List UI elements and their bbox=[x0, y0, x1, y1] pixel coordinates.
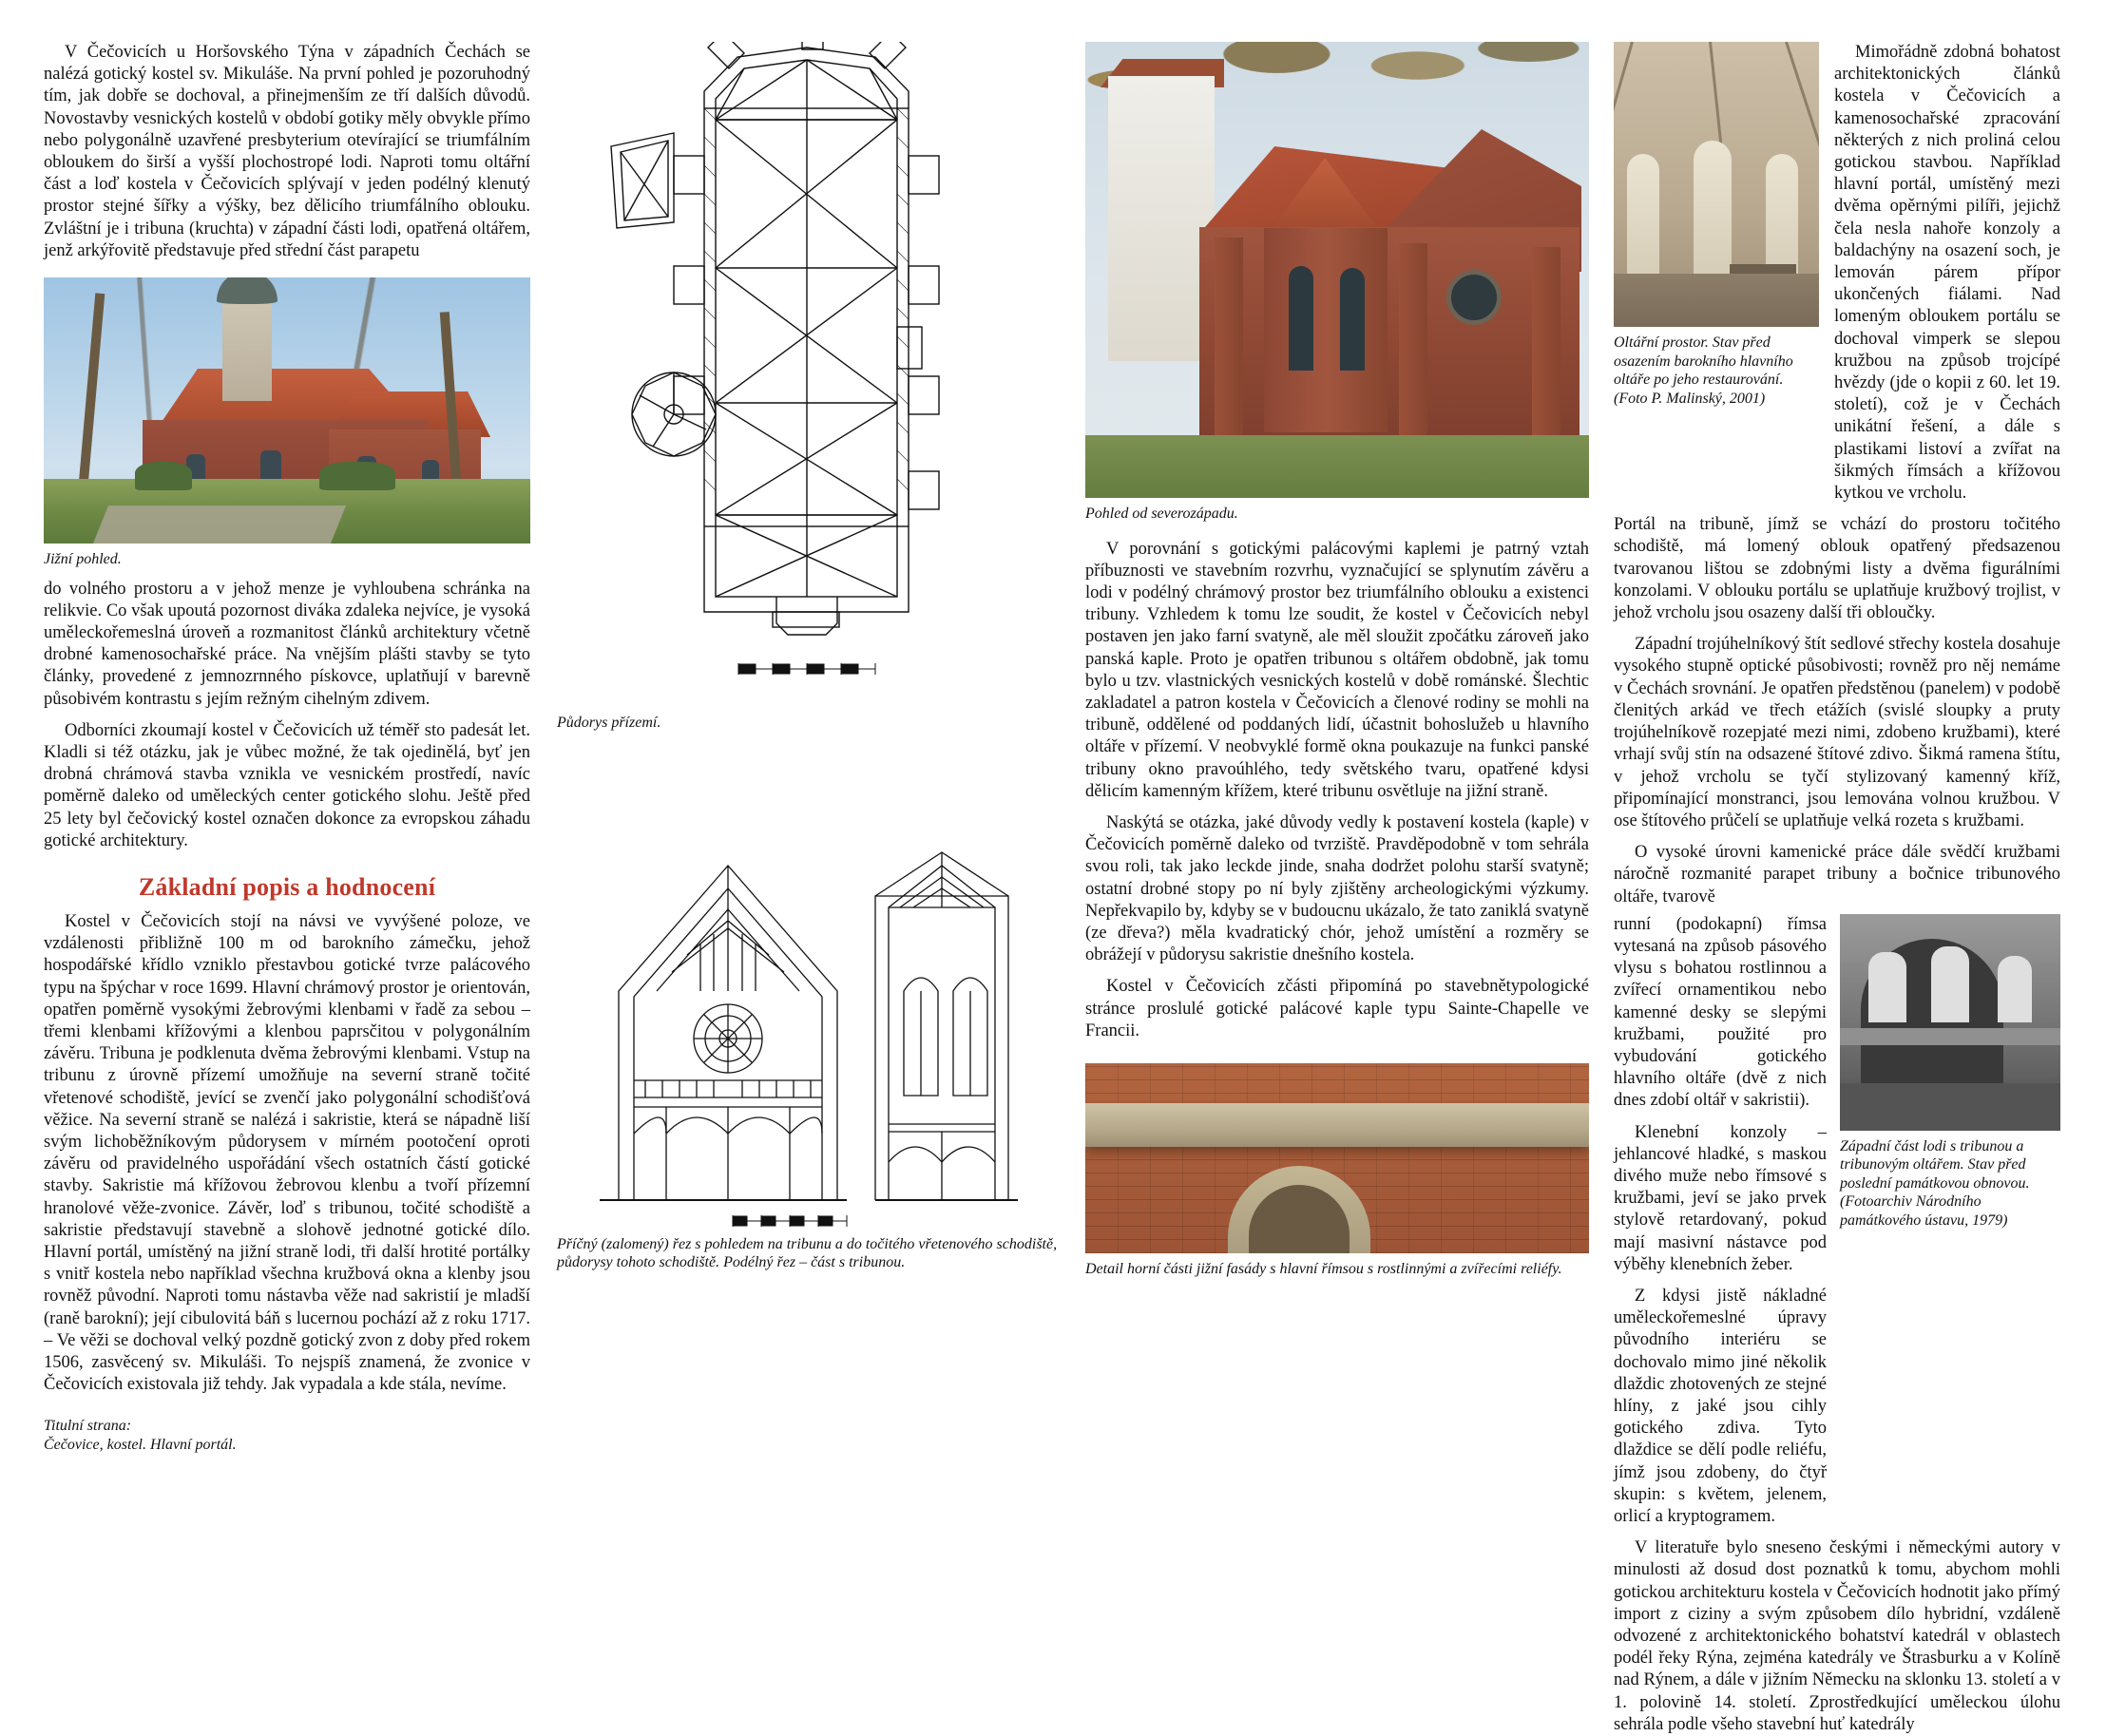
drawing-cross-section bbox=[557, 754, 1061, 1229]
col4-paragraph-5: runní (podokapní) římsa vytesaná na způsob pásového vlysu s bohatou rostlinnou a zvířecí ornamentikou nebo kamenné desky se slepými kružbami, použité pro vybudování gotického hlavního oltáře (dvě z nich dnes zdobí oltář v sakristii). bbox=[1614, 914, 1827, 1111]
window bbox=[1931, 946, 1969, 1022]
ground-plan-svg bbox=[557, 42, 1061, 707]
cross-section-caption: Příčný (zalomený) řez s pohledem na tribunu a do točitého vřetenového schodiště, půdorysy tohoto schodiště. Podélný řez – část s tribunou. bbox=[557, 1235, 1058, 1271]
stone-cornice bbox=[1085, 1103, 1589, 1147]
column-3 bbox=[1085, 42, 1614, 1378]
window bbox=[1627, 154, 1659, 277]
figure-west-tribune bbox=[1840, 914, 2060, 1230]
figure-south-view bbox=[44, 277, 530, 569]
window bbox=[1289, 266, 1313, 371]
imprint-title: Titulní strana: bbox=[44, 1418, 132, 1435]
cross-section-svg bbox=[557, 754, 1061, 1229]
figure-cornice-detail bbox=[1085, 1063, 1589, 1279]
floor bbox=[1840, 1083, 2060, 1131]
church-tower bbox=[222, 296, 272, 401]
col3-paragraph-2: Naskýtá se otázka, jaké důvody vedly k postavení kostela (kaple) v Čečovicích poměrně daleko od tvrziště. Pravděpodobně v tom sehrála svou roli, tak jako leckde jinde, snaha dodržet polohu starší svatyně; ostatní drobné stopy po ní byly zjištěny archeologickými výzkumy. Nepřekvapilo by, kdyby se v budoucnu ukázalo, že tato zaniklá svatyně (ze dřeva?) měla kvadratický chór, jehož umístění a rozměry se obrážejí v půdorysu sakristie dnešního kostela. bbox=[1085, 812, 1589, 965]
window bbox=[1998, 956, 2032, 1022]
window bbox=[1868, 952, 1906, 1022]
bush bbox=[135, 462, 192, 490]
window bbox=[1766, 154, 1798, 277]
floor bbox=[1614, 274, 1819, 327]
column-1 bbox=[44, 42, 557, 1453]
photo-south-view bbox=[44, 277, 530, 544]
section-heading-basic-description: Základní popis a hodnocení bbox=[138, 872, 436, 901]
rose-window bbox=[1446, 270, 1502, 325]
photo-west-tribune-caption: Západní část lodi s tribunou a tribunovým oltářem. Stav před poslední památkovou obnovou. (Fotoarchiv Národního památkového ústavu, 1979) bbox=[1840, 1137, 2030, 1229]
photo-northwest-view-caption: Pohled od severozápadu. bbox=[1085, 506, 1238, 522]
col1-paragraph-3: Odborníci zkoumají kostel v Čečovicích už téměř sto padesát let. Kladli si též otázku, jak je vůbec možné, že tak ojedinělá, byť jen drobná chrámová stavba vznikla ve vesnickém prostředí, navíc poměrně daleko od uměleckých center gotického slohu. Ještě před 25 lety byl čečovický kostel označen dokonce za evropskou záhadu gotické architektury. bbox=[44, 720, 530, 850]
stair-turret-wall bbox=[1264, 228, 1388, 432]
buttress bbox=[1532, 247, 1560, 443]
photo-west-tribune bbox=[1840, 914, 2060, 1131]
ground-plan-caption: Půdorys přízemí. bbox=[557, 715, 661, 731]
figure-altar-space bbox=[1614, 42, 1819, 408]
buttress bbox=[1399, 243, 1427, 443]
drawing-ground-plan bbox=[557, 42, 1061, 707]
window bbox=[1340, 268, 1365, 371]
figure-northwest-view bbox=[1085, 42, 1589, 524]
bush bbox=[319, 462, 395, 490]
tower-onion-dome bbox=[217, 277, 278, 304]
buttress bbox=[1215, 238, 1243, 443]
col1-paragraph-4: Kostel v Čečovicích stojí na návsi ve vyvýšené poloze, ve vzdálenosti přibližně 100 m od barokního zámečku, jehož hospodářské křídlo vzniklo přestavbou gotické tvrze palácového typu na špýchar v roce 1699. Hlavní chrámový prostor je orientován, opatřen poměrně vysokými žebrovými klenbami v řadě za sebou – třemi klenbami křížovými a klenbou paprsčitou v polygonálním závěru. Tribuna je podklenuta dvěma žebrovými klenbami. Vstup na tribunu z úrovně přízemí umožňuje na severní straně točité vřetenové schodiště, jevící se zvenčí jako polygonální schodišťová věžice. Na severní straně se nalézá i sakristie, která se nápadně liší svým lichoběžníkovým půdorysem v mírném pootočení oproti závěru od pravidelného uspořádání všech ostatních částí gotické stavby. Sakristie má křížovou žebrovou klenbu a tvoří přízemní hranolové věže-zvonice. Závěr, loď s tribunou, točité schodiště a sakristie představují stavebně a slohově jednotné gotické dílo. Hlavní portál, umístěný na jižní straně lodi, tři další hrotité portálky s vnitř kostela nebo například všechna kružbová okna a klenby jsou rovněž původní. Naproti tomu nástavba věže nad sakristií je mladší (raně barokní); její cibulovitá báň s lucernou pochází až z roku 1717. – Ve věži se dochoval velký pozdně gotický zvon z doby před rokem 1506, zasvěcený sv. Mikuláši. To nejspíš znamená, že zvonice v Čečovicích existovala již tehdy. Jak vypadala a kde stála, nevíme. bbox=[44, 911, 530, 1395]
photo-cornice-detail bbox=[1085, 1063, 1589, 1253]
col4-paragraph-3: Západní trojúhelníkový štít sedlové střechy kostela dosahuje vysokého stupně optické působivosti; rovněž pro něj nemáme v Čechách srovnání. Je opatřen předstěnou (panelem) v podobě členitých arkád ve třech etážích (svislé sloupky a pruty trojúhelníkově rozepjaté mezi nimi, zdobeno kružbami), které vrhají svůj stín na odsazené štítové zdivo. Šikmá ramena štítu, v jehož vrcholu se tyčí stylizovaný kamenný kříž, připomínající monstranci, jsou lemována volnou kružbou. V ose štítového průčelí se uplatňuje velká rozeta s kružbami. bbox=[1614, 635, 2061, 830]
col3-paragraph-1: V porovnání s gotickými palácovými kaplemi je patrný vztah příbuznosti ve stavebním rozvrhu, vyznačující se splynutím závěru a lodi v podélný chrámový prostor bez triumfálního oblouku a existenci tribuny. Vzhledem k tomu lze soudit, že kostel v Čečovicích nebyl postaven jen jako farní svatyně, ale měl sloužit zpočátku zároveň jako panská kaple. Proto je opatřen tribunou s oltářem obdobně, jak tomu bylo u tzv. vlastnických vesnických kostelů v době románské. Šlechtic zakladatel a patron kostela v Čečovicích a členové rodiny se mohli na tribuně, oddělené od poddaných lidí, účastnit bohoslužeb u hlavního oltáře v přízemí. V neobvyklé formě okna poukazuje na funkci panské tribuny okno pravoúhlého, tedy světského tvaru, opatřené kdysi dělicím kamenným křížem, které tribunu osvětluje na jižní straně. bbox=[1085, 539, 1589, 801]
col1-paragraph-2: do volného prostoru a v jehož menze je vyhloubena schránka na relikvie. Co však upoutá pozornost diváka zdaleka nejvíce, je vysoká uměleckořemeslná úroveň a rozmanitost článků architektury včetně drobné kamenosochařské práce. Na vnějším plášti stavby se tyto články, provedené z jemnozrnného pískovce, uplatňují v barevně působivém kontrastu s jejím režným cihelným zdivem. bbox=[44, 579, 530, 709]
col3-paragraph-3: Kostel v Čečovicích zčásti připomíná po stavebnětypologické stránce proslulé gotické palácové kaple typu Sainte-Chapelle ve Francii. bbox=[1085, 977, 1589, 1040]
col4-paragraph-6: Klenební konzoly – jehlancové hladké, s maskou divého muže nebo římsové s kružbami, jeví se jako prvek stylově retardovaný, pokud mají masivní nástavce pod výběhy klenebních žeber. bbox=[1614, 1122, 1827, 1274]
tribune-parapet bbox=[1840, 1028, 2060, 1045]
col4-paragraph-4: O vysoké úrovni kamenické práce dále svědčí kružbami náročně rozmanité parapet tribuny a bočnice tribunového oltáře, tvarově bbox=[1614, 843, 2060, 906]
photo-northwest-view bbox=[1085, 42, 1589, 498]
photo-south-view-caption: Jižní pohled. bbox=[44, 551, 122, 568]
grass-lawn bbox=[1085, 435, 1589, 498]
column-4 bbox=[1614, 42, 2061, 1734]
figure-cross-section bbox=[557, 754, 1061, 1272]
column-2 bbox=[557, 42, 1085, 1378]
col1-paragraph-1: V Čečovicích u Horšovského Týna v západních Čechách se nalézá gotický kostel sv. Mikuláše. Na první pohled je pozoruhodný tím, jak dobře se dochoval, a přinejmenším ze tří dalších důvodů. Novostavby vesnických kostelů v období gotiky měly obvykle přímo nebo polygonálně uzavřené presbyterium otevírající se triumfálním obloukem do širší a vyšší plochostropé lodi. Naproti tomu oltářní část a loď kostela v Čečovicích splývají v jeden podélný klenutý prostor stejné šířky a výšky, bez dělicího triumfálního oblouku. Zvláštní je i tribuna (kruchta) v západní části lodi, opatřená oltářem, jenž arkýřovitě představuje před střední část parapetu bbox=[44, 43, 530, 260]
window bbox=[1694, 141, 1732, 274]
imprint-text: Čečovice, kostel. Hlavní portál. bbox=[44, 1436, 237, 1453]
photo-altar-space-caption: Oltářní prostor. Stav před osazením barokního hlavního oltáře po jeho restaurování. (Foto P. Malinský, 2001) bbox=[1614, 334, 1793, 407]
footpath bbox=[93, 506, 346, 544]
photo-cornice-detail-caption: Detail horní části jižní fasády s hlavní římsou s rostlinnými a zvířecími reliéfy. bbox=[1085, 1260, 1562, 1277]
col4-paragraph-8: V literatuře bylo sneseno českými i německými autory v minulosti až dosud dost poznatků k tomu, abychom mohli gotickou architekturu kostela v Čečovicích hodnotit jako přímý import z ciziny a svým způsobem dílo hybridní, vzdáleně odvozené z architektonického bohatství katedrál v oblastech podél řeky Rýna, zejména katedrály ve Štrasburku a v Kolíně nad Rýnem, a dále v jižním Německu na sklonku 13. století a v 1. polovině 14. století. Zprostředkující uměleckou úlohu sehrála podle všeho stavební huť katedrály bbox=[1614, 1538, 2060, 1734]
col4-paragraph-1: Mimořádně zdobná bohatost architektonických článků kostela v Čečovicích a kamenosochařské zpracování některých z nich proliná celou gotickou stavbou. Například hlavní portál, umístěný mezi dvěma opěrnými pilíři, jejichž čela nesla nahoře konzoly a baldachýny na osazení soch, je lemován párem přípor ukončených fiálami. Nad lomeným obloukem portálu se dochoval vimperk se slepou kružbou na způsob trojcípé hvězdy (jde o kopii z 60. let 19. století), což je v Čechách unikátní řešení, a dále s plastikami listoví a zvířat na šikmých římsách a křížovou kytkou ve vrcholu. bbox=[1834, 43, 2060, 504]
col4-paragraph-7: Z kdysi jistě nákladné uměleckořemeslné úpravy původního interiéru se dochovalo mimo jiné několik dlaždic zhotovených ze stejné hlíny, z jaké jsou cihly gotického zdiva. Tyto dlaždice se dělí podle reliéfu, jímž jsou zdobeny, do čtyř skupin: s květem, jelenem, orlicí a kryptogramem. bbox=[1614, 1286, 1827, 1526]
figure-ground-plan bbox=[557, 42, 1061, 733]
col4-paragraph-2: Portál na tribuně, jímž se vchází do prostoru točitého schodiště, má lomený oblouk opatřený předsazenou tvarovanou lištou se zdobnými listy a dvěma figurálními konzolami. V oblouku portálu se uplatňuje kružbový trojlist, v jehož vrcholu jsou osazeny další tři obloučky. bbox=[1614, 515, 2060, 623]
church-nave-wall bbox=[1199, 227, 1580, 446]
photo-altar-space bbox=[1614, 42, 1819, 327]
